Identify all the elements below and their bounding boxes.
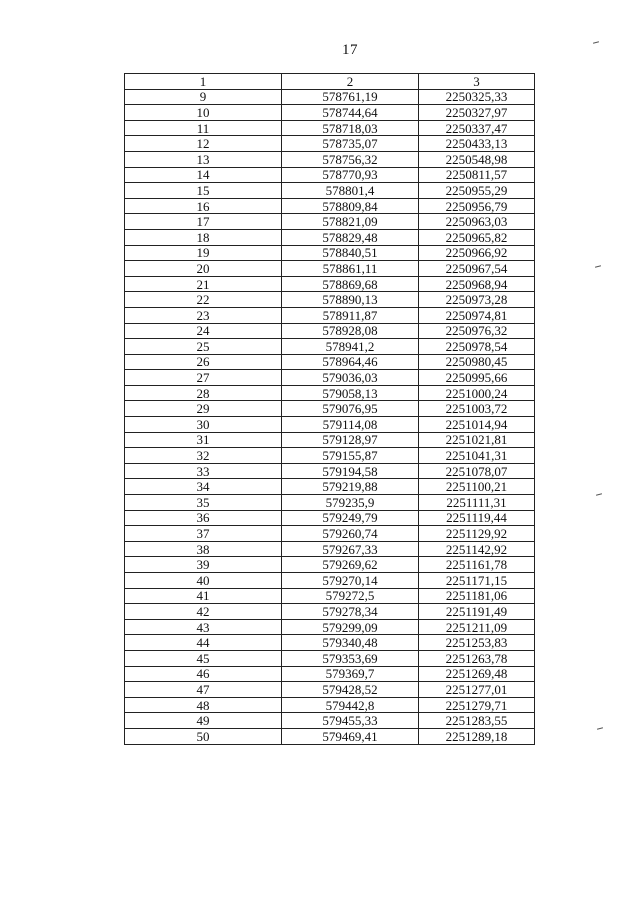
table-row [125,401,535,417]
point-number-cell: 17 [125,214,282,230]
table-row [125,214,535,230]
table-row [125,261,535,277]
y-coordinate-cell: 2250548,98 [419,151,535,167]
x-coordinate-cell: 579369,7 [282,666,419,682]
x-coordinate-cell: 579235,9 [282,495,419,511]
x-coordinate-cell: 579278,34 [282,604,419,620]
table-row [125,385,535,401]
point-number-cell: 10 [125,105,282,121]
point-number-cell: 21 [125,276,282,292]
y-coordinate-cell: 2250974,81 [419,307,535,323]
table-row [125,541,535,557]
point-number-cell: 41 [125,588,282,604]
x-coordinate-cell: 579036,03 [282,370,419,386]
x-coordinate-cell: 578829,48 [282,229,419,245]
x-coordinate-cell: 579267,33 [282,541,419,557]
table-row [125,463,535,479]
coordinates-table-body [125,74,535,745]
x-coordinate-cell: 579076,95 [282,401,419,417]
y-coordinate-cell: 2251171,15 [419,573,535,589]
point-number-cell: 19 [125,245,282,261]
table-row [125,167,535,183]
x-coordinate-cell: 578718,03 [282,120,419,136]
table-row [125,370,535,386]
y-coordinate-cell: 2251142,92 [419,541,535,557]
table-row [125,245,535,261]
x-coordinate-cell: 579455,33 [282,713,419,729]
x-coordinate-cell: 578861,11 [282,261,419,277]
point-number-cell: 11 [125,120,282,136]
x-coordinate-cell: 578770,93 [282,167,419,183]
x-coordinate-cell: 578801,4 [282,183,419,199]
table-row [125,323,535,339]
x-coordinate-cell: 578964,46 [282,354,419,370]
table-row [125,432,535,448]
x-coordinate-cell: 579469,41 [282,728,419,744]
x-coordinate-cell: 579249,79 [282,510,419,526]
y-coordinate-cell: 2250956,79 [419,198,535,214]
y-coordinate-cell: 2251111,31 [419,495,535,511]
point-number-cell: 47 [125,682,282,698]
x-coordinate-cell: 578735,07 [282,136,419,152]
x-coordinate-cell: 578941,2 [282,339,419,355]
point-number-cell: 50 [125,728,282,744]
table-row [125,151,535,167]
y-coordinate-cell: 2251289,18 [419,728,535,744]
y-coordinate-cell: 2250325,33 [419,89,535,105]
table-row [125,619,535,635]
y-coordinate-cell: 2251003,72 [419,401,535,417]
x-coordinate-cell: 579219,88 [282,479,419,495]
y-coordinate-cell: 2250976,32 [419,323,535,339]
x-coordinate-cell: 579155,87 [282,448,419,464]
y-coordinate-cell: 2251161,78 [419,557,535,573]
table-row [125,307,535,323]
x-coordinate-cell: 579299,09 [282,619,419,635]
point-number-cell: 39 [125,557,282,573]
y-coordinate-cell: 2250978,54 [419,339,535,355]
y-coordinate-cell: 2251253,83 [419,635,535,651]
table-row [125,339,535,355]
point-number-cell: 28 [125,385,282,401]
table-row [125,276,535,292]
point-number-cell: 24 [125,323,282,339]
table-row [125,183,535,199]
column-header-x: 2 [282,74,419,90]
y-coordinate-cell: 2251078,07 [419,463,535,479]
table-row [125,510,535,526]
point-number-cell: 16 [125,198,282,214]
point-number-cell: 20 [125,261,282,277]
point-number-cell: 25 [125,339,282,355]
x-coordinate-cell: 578890,13 [282,292,419,308]
table-row [125,604,535,620]
x-coordinate-cell: 579128,97 [282,432,419,448]
scan-mark [597,727,603,730]
point-number-cell: 9 [125,89,282,105]
table-row [125,588,535,604]
point-number-cell: 30 [125,417,282,433]
point-number-cell: 34 [125,479,282,495]
x-coordinate-cell: 579272,5 [282,588,419,604]
point-number-cell: 49 [125,713,282,729]
point-number-cell: 43 [125,619,282,635]
x-coordinate-cell: 579114,08 [282,417,419,433]
y-coordinate-cell: 2251014,94 [419,417,535,433]
table-row [125,479,535,495]
point-number-cell: 36 [125,510,282,526]
x-coordinate-cell: 578809,84 [282,198,419,214]
y-coordinate-cell: 2251119,44 [419,510,535,526]
y-coordinate-cell: 2250980,45 [419,354,535,370]
point-number-cell: 32 [125,448,282,464]
table-row [125,448,535,464]
column-header-y: 3 [419,74,535,90]
point-number-cell: 31 [125,432,282,448]
y-coordinate-cell: 2250955,29 [419,183,535,199]
point-number-cell: 12 [125,136,282,152]
x-coordinate-cell: 579270,14 [282,573,419,589]
y-coordinate-cell: 2251279,71 [419,697,535,713]
point-number-cell: 23 [125,307,282,323]
table-row [125,557,535,573]
x-coordinate-cell: 578928,08 [282,323,419,339]
y-coordinate-cell: 2250811,57 [419,167,535,183]
table-row [125,198,535,214]
point-number-cell: 35 [125,495,282,511]
point-number-cell: 40 [125,573,282,589]
table-row [125,526,535,542]
point-number-cell: 46 [125,666,282,682]
x-coordinate-cell: 579269,62 [282,557,419,573]
x-coordinate-cell: 579260,74 [282,526,419,542]
table-row [125,292,535,308]
point-number-cell: 44 [125,635,282,651]
y-coordinate-cell: 2250433,13 [419,136,535,152]
x-coordinate-cell: 579353,69 [282,650,419,666]
point-number-cell: 33 [125,463,282,479]
table-row [125,650,535,666]
y-coordinate-cell: 2250968,94 [419,276,535,292]
table-row [125,682,535,698]
scan-mark [595,265,601,268]
table-row [125,635,535,651]
y-coordinate-cell: 2251277,01 [419,682,535,698]
table-row [125,417,535,433]
y-coordinate-cell: 2251283,55 [419,713,535,729]
point-number-cell: 15 [125,183,282,199]
y-coordinate-cell: 2251263,78 [419,650,535,666]
table-row [125,697,535,713]
y-coordinate-cell: 2250966,92 [419,245,535,261]
table-row [125,713,535,729]
y-coordinate-cell: 2251191,49 [419,604,535,620]
point-number-cell: 45 [125,650,282,666]
table-row [125,573,535,589]
page-number: 17 [342,42,358,58]
coordinates-table [124,73,535,745]
x-coordinate-cell: 579058,13 [282,385,419,401]
table-row [125,666,535,682]
y-coordinate-cell: 2251100,21 [419,479,535,495]
y-coordinate-cell: 2251181,06 [419,588,535,604]
x-coordinate-cell: 579428,52 [282,682,419,698]
column-header-point: 1 [125,74,282,90]
table-row [125,354,535,370]
table-row [125,495,535,511]
table-row [125,728,535,744]
table-row [125,105,535,121]
point-number-cell: 37 [125,526,282,542]
y-coordinate-cell: 2250967,54 [419,261,535,277]
y-coordinate-cell: 2251269,48 [419,666,535,682]
y-coordinate-cell: 2250995,66 [419,370,535,386]
x-coordinate-cell: 578911,87 [282,307,419,323]
x-coordinate-cell: 578756,32 [282,151,419,167]
table-row [125,136,535,152]
y-coordinate-cell: 2250327,97 [419,105,535,121]
point-number-cell: 38 [125,541,282,557]
scan-mark [596,493,602,496]
table-row [125,229,535,245]
x-coordinate-cell: 578744,64 [282,105,419,121]
point-number-cell: 29 [125,401,282,417]
x-coordinate-cell: 578840,51 [282,245,419,261]
point-number-cell: 22 [125,292,282,308]
point-number-cell: 26 [125,354,282,370]
point-number-cell: 14 [125,167,282,183]
x-coordinate-cell: 578821,09 [282,214,419,230]
point-number-cell: 27 [125,370,282,386]
y-coordinate-cell: 2250965,82 [419,229,535,245]
table-row [125,120,535,136]
y-coordinate-cell: 2251211,09 [419,619,535,635]
x-coordinate-cell: 578869,68 [282,276,419,292]
point-number-cell: 18 [125,229,282,245]
y-coordinate-cell: 2251021,81 [419,432,535,448]
y-coordinate-cell: 2251129,92 [419,526,535,542]
point-number-cell: 42 [125,604,282,620]
x-coordinate-cell: 578761,19 [282,89,419,105]
y-coordinate-cell: 2250973,28 [419,292,535,308]
y-coordinate-cell: 2251041,31 [419,448,535,464]
y-coordinate-cell: 2251000,24 [419,385,535,401]
x-coordinate-cell: 579442,8 [282,697,419,713]
point-number-cell: 48 [125,697,282,713]
x-coordinate-cell: 579194,58 [282,463,419,479]
y-coordinate-cell: 2250337,47 [419,120,535,136]
table-header-row [125,74,535,90]
x-coordinate-cell: 579340,48 [282,635,419,651]
y-coordinate-cell: 2250963,03 [419,214,535,230]
table-row [125,89,535,105]
point-number-cell: 13 [125,151,282,167]
